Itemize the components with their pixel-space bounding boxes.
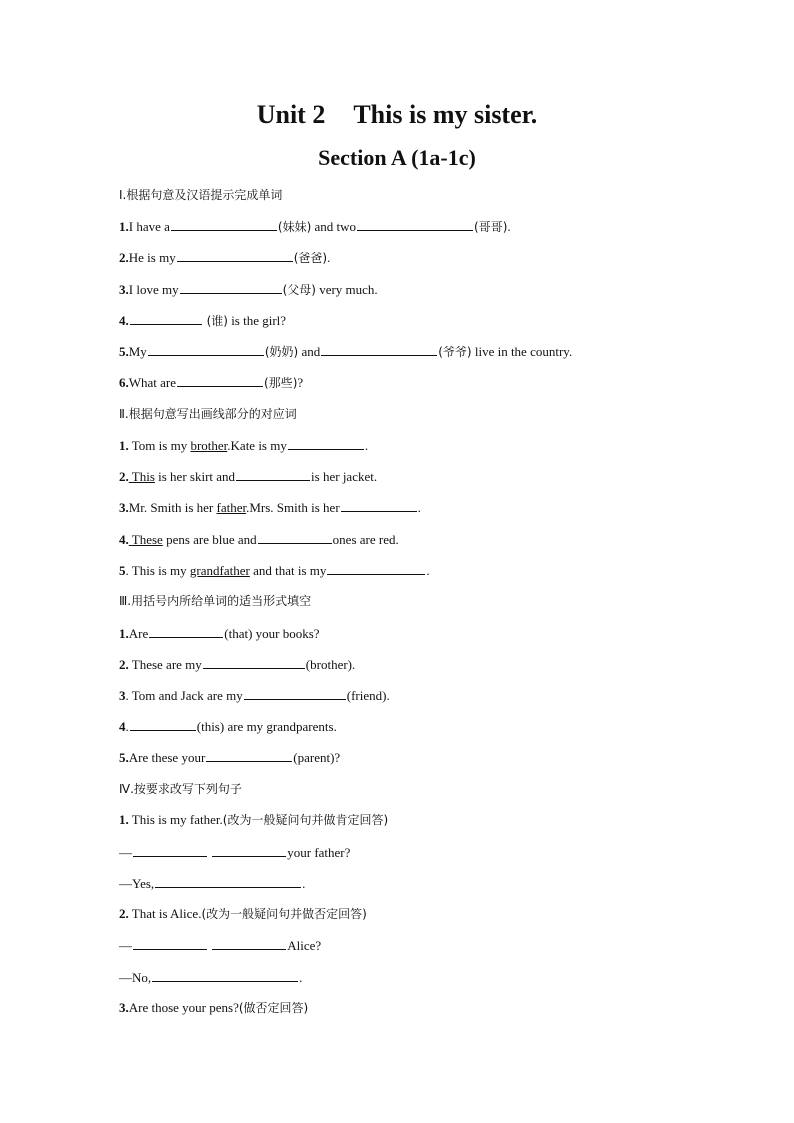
- question-1-3: 3.I love my (父母) very much.: [119, 282, 378, 297]
- answer-blank[interactable]: [133, 936, 207, 950]
- answer-blank[interactable]: [357, 217, 473, 231]
- answer-blank[interactable]: [236, 467, 310, 481]
- answer-blank[interactable]: [203, 655, 305, 669]
- question-4-2: 2. That is Alice.(改为一般疑问句并做否定回答): [119, 906, 367, 921]
- section-heading-2: Ⅱ.根据句意写出画线部分的对应词: [119, 407, 297, 421]
- question-4-1-answer: —Yes, .: [119, 876, 306, 891]
- question-3-4: 4. (this) are my grandparents.: [119, 719, 337, 734]
- section-heading-1: Ⅰ.根据句意及汉语提示完成单词: [119, 188, 283, 202]
- answer-blank[interactable]: [212, 843, 286, 857]
- section-heading-3: Ⅲ.用括号内所给单词的适当形式填空: [119, 594, 312, 608]
- answer-blank[interactable]: [155, 874, 301, 888]
- answer-blank[interactable]: [180, 280, 282, 294]
- question-3-3: 3. Tom and Jack are my (friend).: [119, 688, 390, 703]
- question-1-6: 6.What are (那些)?: [119, 375, 304, 390]
- question-3-5: 5.Are these your (parent)?: [119, 750, 341, 765]
- question-4-2-question: — Alice?: [119, 938, 322, 953]
- page-title: [0, 100, 794, 130]
- answer-blank[interactable]: [177, 373, 263, 387]
- question-2-2: 2. This is her skirt and is her jacket.: [119, 469, 378, 484]
- question-1-4: 4. (谁) is the girl?: [119, 313, 287, 328]
- question-1-5: 5.My (奶奶) and (爷爷) live in the country.: [119, 344, 573, 359]
- question-3-2: 2. These are my (brother).: [119, 657, 356, 672]
- answer-blank[interactable]: [171, 217, 277, 231]
- question-3-1: 1.Are (that) your books?: [119, 626, 320, 641]
- answer-blank[interactable]: [212, 936, 286, 950]
- answer-blank[interactable]: [327, 561, 425, 575]
- answer-blank[interactable]: [130, 311, 202, 325]
- answer-blank[interactable]: [206, 748, 292, 762]
- section-heading-4: Ⅳ.按要求改写下列句子: [119, 782, 242, 796]
- section-subtitle: Section A (1a-1c): [318, 145, 476, 170]
- answer-blank[interactable]: [130, 717, 196, 731]
- answer-blank[interactable]: [177, 248, 293, 262]
- question-2-3: 3.Mr. Smith is her father.Mrs. Smith is her .: [119, 500, 421, 515]
- answer-blank[interactable]: [244, 686, 346, 700]
- answer-blank[interactable]: [288, 436, 364, 450]
- question-4-1: 1. This is my father.(改为一般疑问句并做肯定回答): [119, 812, 389, 827]
- unit-label: Unit 2: [256, 100, 326, 129]
- answer-blank[interactable]: [258, 530, 332, 544]
- question-4-1-question: — your father?: [119, 845, 351, 860]
- question-4-3: 3.Are those your pens?(做否定回答): [119, 1000, 309, 1015]
- answer-blank[interactable]: [148, 342, 264, 356]
- question-2-4: 4. These pens are blue and ones are red.: [119, 532, 399, 547]
- answer-blank[interactable]: [149, 624, 223, 638]
- question-1-2: 2.He is my (爸爸).: [119, 250, 331, 265]
- question-4-2-answer: —No, .: [119, 970, 303, 985]
- answer-blank[interactable]: [341, 498, 417, 512]
- question-1-1: 1.I have a (妹妹) and two (哥哥).: [119, 219, 511, 234]
- question-2-1: 1. Tom is my brother.Kate is my .: [119, 438, 369, 453]
- answer-blank[interactable]: [133, 843, 207, 857]
- question-2-5: 5. This is my grandfather and that is my .: [119, 563, 430, 578]
- answer-blank[interactable]: [321, 342, 437, 356]
- answer-blank[interactable]: [152, 968, 298, 982]
- unit-title: This is my sister.: [353, 100, 538, 129]
